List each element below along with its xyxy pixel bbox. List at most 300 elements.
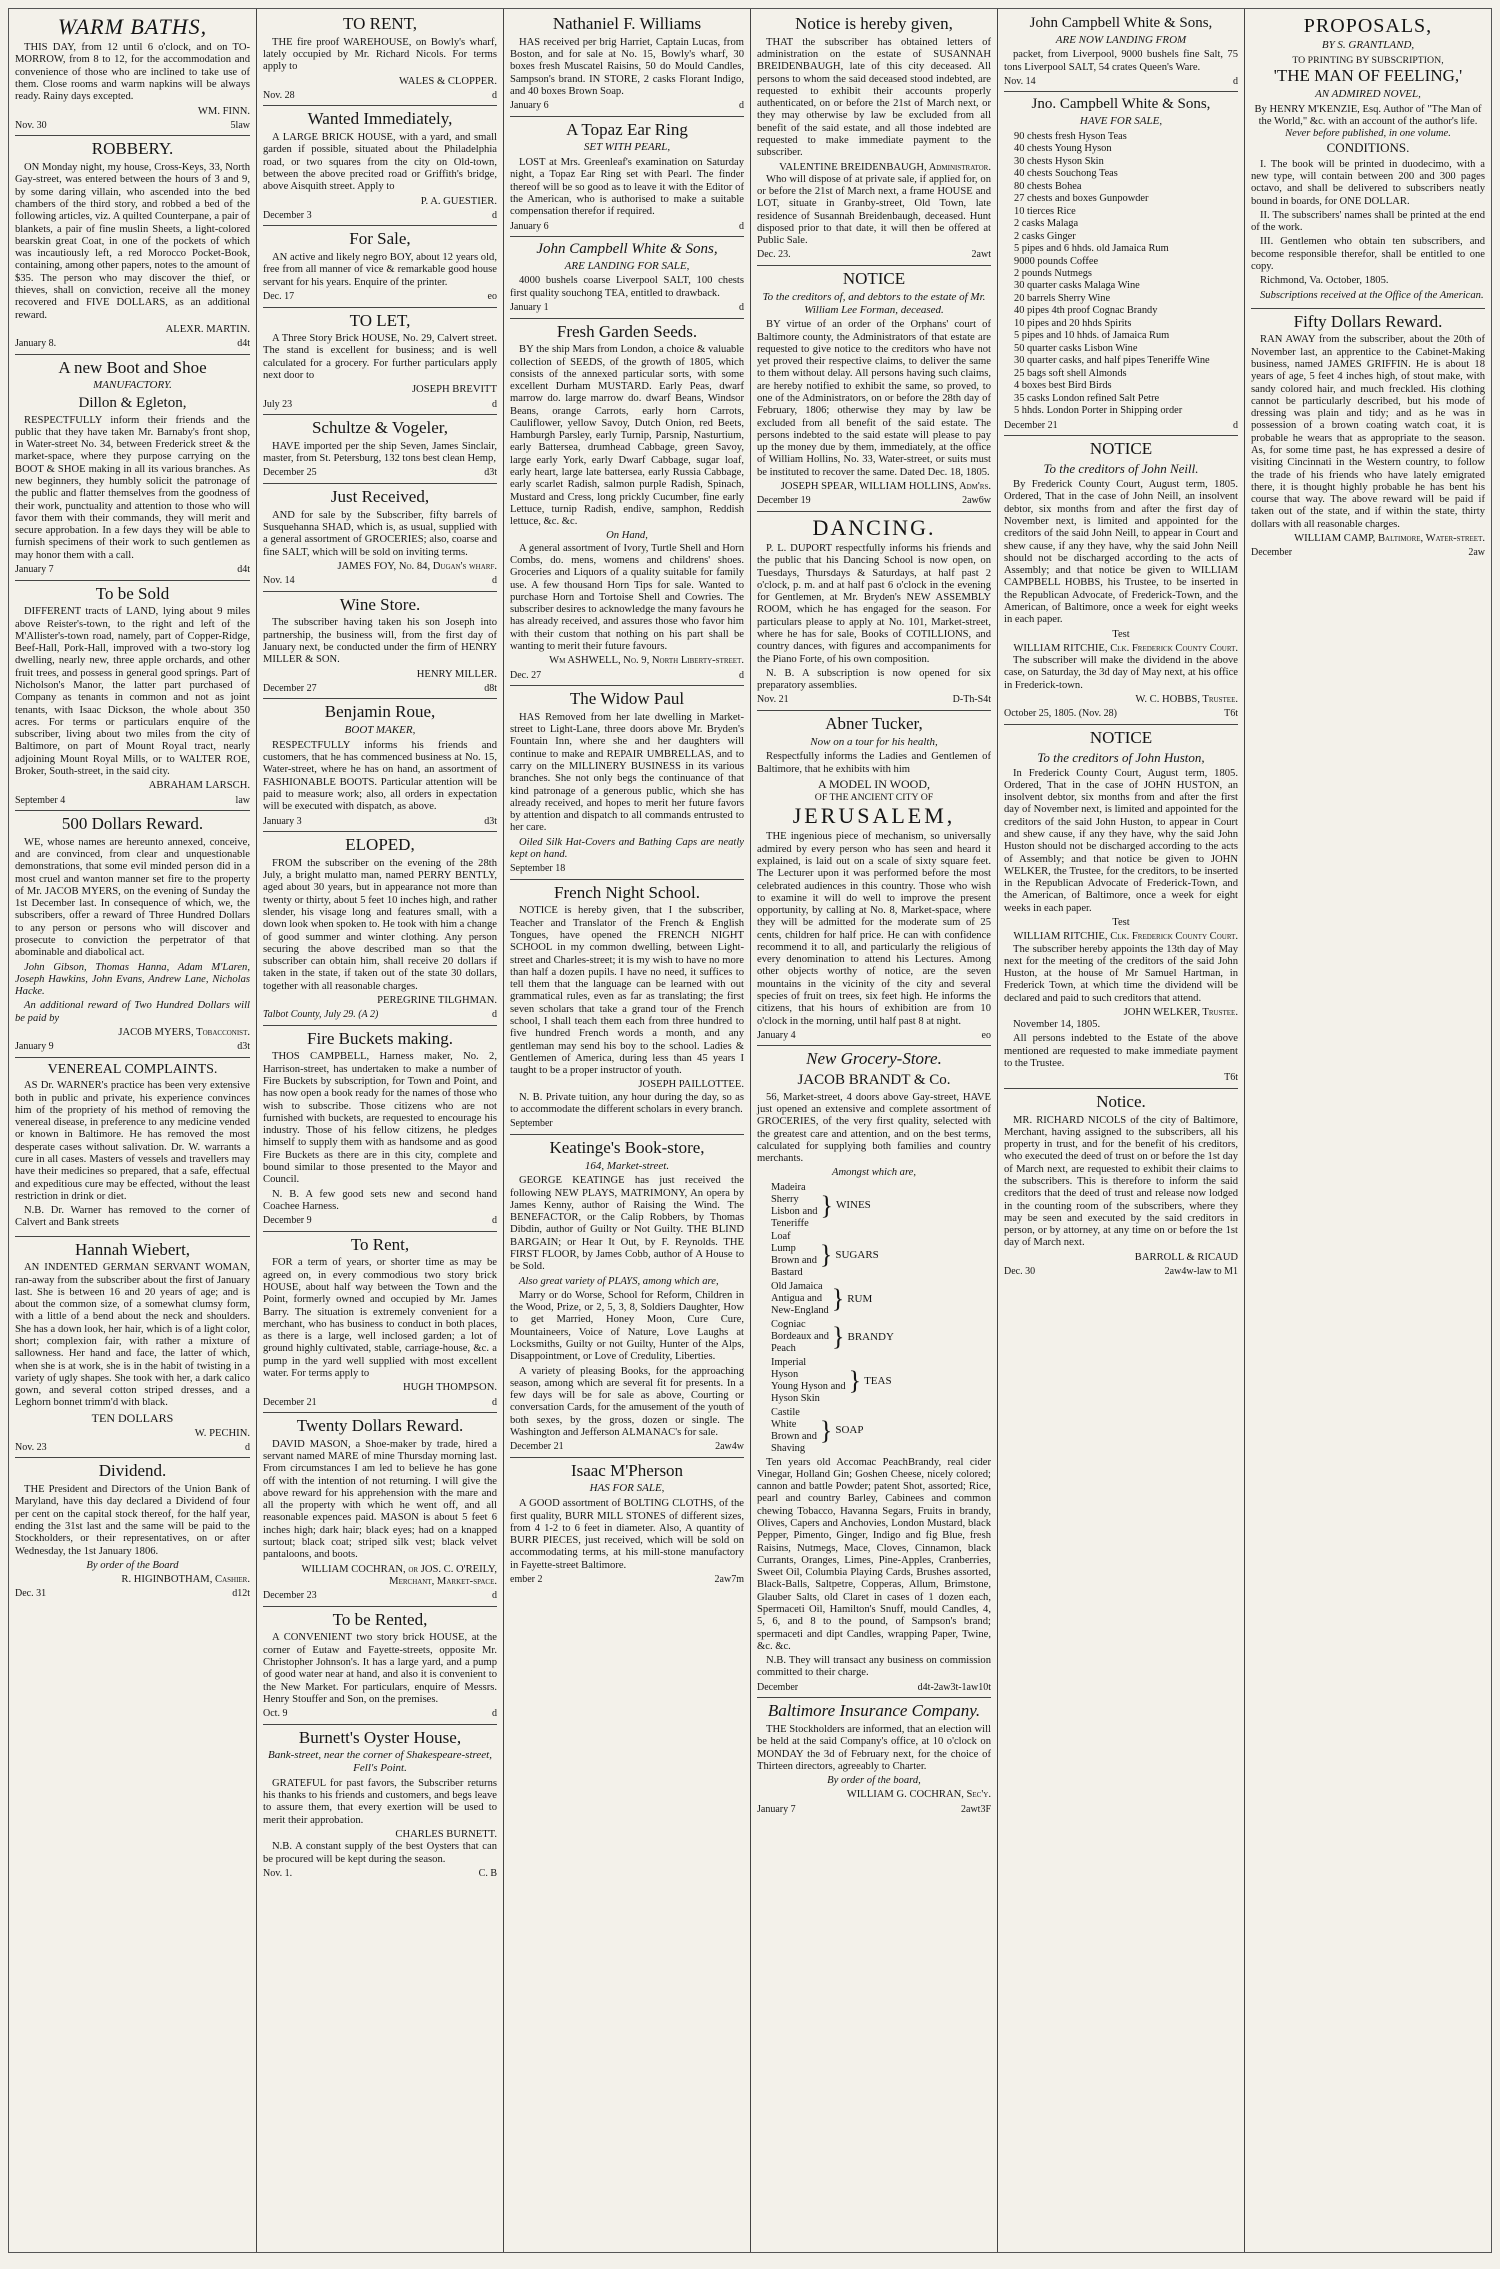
- ad-signer: PEREGRINE TILGHMAN.: [377, 994, 497, 1006]
- ad-date: July 23: [263, 398, 293, 410]
- ad-condition-3: III. Gentlemen who obtain ten subscribers, and become responsible therefor, shall be entitled to one copy.: [1251, 236, 1485, 272]
- ad-body: HAS Removed from her late dwelling in Market-street to Light-Lane, three doors above Mr. Bryden's Fountain Inn, where she and her daughters will continue to make and REPAIR UMBRELLAS, and to carry on the MILLINERY BUSINESS in its various branches. She not only begs the continuance of that kind patronage of a generous public, which she has already received, and hopes to merit her future favors by attention and dispatch to all commands entrusted to her care.: [510, 711, 744, 834]
- ad-signer: WILLIAM CAMP, Baltimore, Water-street.: [1294, 532, 1485, 544]
- ad-body: RESPECTFULLY informs his friends and customers, that he has commenced business at No. 15, Water-street, where he has on hand, an assortment of FASHIONABLE BOOTS. Particular attention will be paid to measure work; also, all orders in expectation will be executed with dispatch, as above.: [263, 739, 497, 813]
- ad-note: All persons indebted to the Estate of the above mentioned are requested to make immediate payment to the Trustee.: [1004, 1033, 1238, 1070]
- ad-city: JERUSALEM,: [792, 803, 956, 829]
- ad-body: HAVE imported per the ship Seven, James Sinclair, master, from St. Petersburg, 132 tons best clean Hemp,: [263, 440, 497, 465]
- ad-among: Amongst which are,: [831, 1167, 917, 1179]
- ad-signer: WILLIAM COCHRAN, or JOS. C. O'REILY, Merchant, Market-space.: [301, 1563, 497, 1587]
- ad-oyster-house: [263, 1725, 497, 1884]
- list-item: 5 pipes and 6 hhds. old Jamaica Rum: [1014, 243, 1169, 255]
- grocery-group: [771, 1319, 991, 1355]
- ad-fifty-dollars: [1251, 309, 1485, 563]
- ad-body: Respectfully informs the Ladies and Gentlemen of Baltimore, that he exhibits with him: [757, 751, 991, 775]
- ad-item-list: [1014, 131, 1238, 418]
- ad-code: d: [492, 89, 497, 101]
- ad-title: NOTICE: [1089, 439, 1153, 459]
- grocery-item: Bastard: [771, 1267, 803, 1279]
- ad-hannah-wiebert: [15, 1237, 250, 1459]
- ad-signer: WM. FINN.: [197, 105, 250, 117]
- ad-campbell-landing: [1004, 11, 1238, 92]
- grocery-group: [771, 1357, 991, 1405]
- ad-body-2: The subscriber hereby appoints the 13th day of May next for the meeting of the creditors of the said John Huston, at the house of Mr Samuel Hartman, in Frederick Town, at which time the dividend will be declared and paid to such creditors that attend.: [1004, 943, 1238, 1004]
- ad-body: AND for sale by the Subscriber, fifty barrels of Susquehanna SHAD, which is, as usual, supplied with a general assortment of GROCERIES; also, coarse and fine SALT, which will be sold on inviting terms.: [263, 509, 497, 558]
- ad-to-be-sold: [15, 581, 250, 812]
- ad-signer: HUGH THOMPSON.: [403, 1382, 497, 1394]
- ad-title: Dividend.: [98, 1461, 167, 1481]
- ad-date: Dec. 30: [1004, 1265, 1036, 1277]
- ad-title: Nathaniel F. Williams: [552, 14, 702, 33]
- ad-code: d3t: [237, 1041, 250, 1053]
- ad-french-school: [510, 880, 744, 1135]
- ad-body: HAS received per brig Harriet, Captain Lucas, from Boston, and for sale at No. 15, Bowly's wharf, 30 boxes fresh Muscatel Raisins, 50 do Mould Candles, Sampson's brand. IN STORE, 2 casks Florant Indigo, and 40 boxes Brown Soap.: [510, 36, 744, 97]
- ad-title: New Grocery-Store.: [806, 1049, 942, 1069]
- list-item: 30 quarter casks Malaga Wine: [1014, 280, 1140, 292]
- ad-title: Benjamin Roue,: [324, 702, 436, 722]
- ad-title: Twenty Dollars Reward.: [296, 1416, 464, 1436]
- ad-date: December 27: [263, 682, 317, 694]
- brace-icon: }: [832, 1322, 845, 1352]
- grocery-category: BRANDY: [847, 1330, 894, 1343]
- ad-campbell-sale: [1004, 92, 1238, 436]
- list-item: 2 pounds Nutmegs: [1014, 267, 1092, 279]
- ad-subtitle: ARE NOW LANDING FROM: [1055, 33, 1187, 46]
- ad-subtitle: MANUFACTORY.: [93, 379, 172, 392]
- ad-title: Keatinge's Book-store,: [549, 1137, 705, 1157]
- newspaper-page: [8, 8, 1492, 2253]
- ad-subtitle: BOOT MAKER,: [344, 724, 416, 737]
- ad-title: Notice is hereby given,: [795, 14, 953, 33]
- ad-code: eo: [981, 1029, 991, 1041]
- ad-date: October 25, 1805. (Nov. 28): [1004, 708, 1117, 720]
- ad-signer: JOHN WELKER, Trustee.: [1123, 1006, 1238, 1018]
- ad-body: THE President and Directors of the Union Bank of Maryland, have this day declared a Dividend of four per cent on the capital stock thereof, for the half year, ending the 31st last and the same will be paid to the Stockholders, or their representatives, on or after Wednesday, the 1st January 1806.: [15, 1484, 250, 1557]
- ad-condition-1: I. The book will be printed in duodecimo, with a new type, will contain between 200 and 300 pages octavo, and shall be delivered to subscribers neatly bound in boards, for ONE DOLLAR.: [1251, 158, 1485, 207]
- ad-date: Nov. 14: [1004, 75, 1036, 87]
- ad-code: 2aw4w: [715, 1441, 744, 1453]
- ad-widow-paul: [510, 686, 744, 880]
- ad-date: December 21: [1004, 419, 1058, 431]
- grocery-category: SOAP: [835, 1424, 864, 1437]
- ad-model: A MODEL IN WOOD,: [818, 776, 930, 791]
- list-item: 9000 pounds Coffee: [1014, 255, 1099, 267]
- ad-body: GEORGE KEATINGE has just received the following NEW PLAYS, MATRIMONY, An opera by James Kenny, author of Raising the Wind. The BENEFACTOR, or the Calip Robbers, by Thomas Dibdin, author of Guilty or Not Guilty. THE BLIND BARGAIN; or Hear It Out, by F. Reynolds. THE FIRST FLOOR, by James Cobb, author of A House to be Sold.: [510, 1175, 744, 1273]
- grocery-category: TEAS: [864, 1374, 892, 1387]
- grocery-group: [771, 1182, 991, 1230]
- list-item: 2 casks Ginger: [1014, 230, 1076, 242]
- brace-icon: }: [819, 1240, 833, 1270]
- ad-date: January 6: [510, 100, 549, 112]
- ad-title: A new Boot and Shoe: [58, 357, 207, 377]
- ad-signer: W. C. HOBBS, Trustee.: [1135, 693, 1238, 705]
- ad-subtitle: Now on a tour for his health,: [810, 735, 938, 748]
- grocery-item: Old Jamaica: [771, 1281, 823, 1293]
- ad-plays: Marry or do Worse, School for Reform, Children in the Wood, Prize, or 2, 5, 3, 8, Soldiers Daughter, How to get Married, Honey Moon, Cure Cure, Mountaineers, Voice of Nature, Love Laughs at Locksmiths, Guilty or not Guilty, Hunter of the Alps, Disappointment, or Love of Credulity, Liberties.: [510, 1289, 744, 1363]
- ad-date: January 8.: [15, 338, 57, 350]
- ad-body: 4000 bushels coarse Liverpool SALT, 100 chests first quality souchong TEA, entitled to drawback.: [510, 275, 744, 299]
- ad-date: January 9: [15, 1041, 54, 1053]
- ad-subtitle-2: Dillon & Egleton,: [78, 395, 187, 412]
- ad-dancing: [757, 512, 991, 711]
- ad-body: In Frederick County Court, August term, 1805. Ordered, That in the case of JOHN HUSTON, an insolvent debtor, six months from and after the first day of November next, is limited and appointed for the creditors of the said John Huston, to appear in Court and shew cause, if any they have, why the said John Huston should not be discharged according to the acts of Assembly; and that notice be given to JOHN WELKER, the Trustee, for the creditors, to be inserted in the Republican Advocate of Frederick-Town, and the American, of Baltimore, once a week for eight weeks in each paper.: [1004, 767, 1238, 914]
- list-item: 25 bags soft shell Almonds: [1014, 367, 1127, 379]
- ad-date: December 3: [263, 209, 312, 221]
- ad-code: 2awt: [971, 249, 991, 261]
- ad-code: C. B: [478, 1867, 497, 1879]
- column-6: [1244, 9, 1491, 2252]
- ad-title: Wanted Immediately,: [307, 109, 453, 129]
- ad-date: September: [510, 1118, 553, 1130]
- ad-body: FROM the subscriber on the evening of the 28th July, a bright mulatto man, named PERRY BENTLY, aged about 30 years, but in appearance not more than twenty or thirty, about 5 feet 10 inches high, and rather slender, his visage long and features small, with a down look when spoken to. He took with him a change of good summer and winter clothing. Any person securing the above described man so that the subscriber can obtain him, shall receive 20 dollars if taken in the state, if taken out of the state 30 dollars, together with all reasonable charges.: [263, 857, 497, 992]
- brace-icon: }: [848, 1365, 862, 1395]
- list-item: 27 chests and boxes Gunpowder: [1014, 193, 1149, 205]
- ad-title: To be Sold: [95, 583, 170, 603]
- ad-body: THE Stockholders are informed, that an election will be held at the said Company's office, at 10 o'clock on MONDAY the 3d of February next, for the choice of Thirteen directors, agreeably to Charter.: [757, 1723, 991, 1772]
- ad-signer: CHARLES BURNETT.: [395, 1829, 497, 1841]
- list-item: 5 hhds. London Porter in Shipping order: [1014, 405, 1183, 417]
- ad-date: September 4: [15, 794, 66, 806]
- ad-code: d3t: [484, 815, 497, 827]
- ad-title: Fire Buckets making.: [307, 1028, 453, 1048]
- ad-fire-buckets: [263, 1026, 497, 1232]
- list-item: 2 casks Malaga: [1014, 218, 1079, 230]
- ad-robbery: [15, 136, 250, 354]
- ad-book: 'THE MAN OF FEELING,': [1273, 66, 1463, 86]
- ad-date: Nov. 30: [15, 119, 47, 131]
- ad-venereal: [15, 1058, 250, 1237]
- ad-code: 2aw: [1468, 547, 1485, 559]
- ad-date: December: [1251, 547, 1293, 559]
- ad-code: d: [739, 220, 744, 232]
- grocery-list: [757, 1182, 991, 1455]
- ad-subtitle: JACOB BRANDT & Co.: [797, 1072, 951, 1089]
- column-1: [9, 9, 256, 2252]
- ad-date: November 14, 1805.: [1013, 1019, 1101, 1031]
- ad-date: January 6: [510, 220, 549, 232]
- ad-date: December 9: [263, 1215, 312, 1227]
- ad-code: d: [492, 575, 497, 587]
- brace-icon: }: [820, 1190, 833, 1220]
- ad-note: N. B. A subscription is now opened for six preparatory assemblies.: [757, 667, 991, 692]
- ad-title: Hannah Wiebert,: [74, 1239, 191, 1259]
- ad-body: DAVID MASON, a Shoe-maker by trade, hired a servant named MARE of mine Thursday morning last. From circumstances I am led to believe he has gone off with the intention of not returning. I will give the above reward for his apprehension with the mare and all the property with which he went off, and all reasonable expences paid. MASON is about 5 feet 6 inches high; dark hair; black eyes; had on a knapped surtout; black coat; striped silk vest; black velvet pantaloons, and boots.: [263, 1438, 497, 1561]
- ad-title: Fifty Dollars Reward.: [1293, 311, 1443, 331]
- ad-abner-tucker: [757, 711, 991, 1047]
- ad-body-2: A variety of pleasing Books, for the approaching season, among which are several fit for presents. In a few days will be for sale as above, Courting or conversation Cards, for the amusement of the youth of both sexes, by the gross, dozen or single. The Washington and Jefferson ALMANAC's for sale.: [510, 1365, 744, 1438]
- ad-code: d: [492, 1590, 497, 1602]
- ad-title: Jno. Campbell White & Sons,: [1031, 96, 1211, 113]
- ad-wine-store: [263, 592, 497, 700]
- ad-body: packet, from Liverpool, 9000 bushels fine Salt, 75 tons Liverpool SALT, 54 crates Queen's Ware.: [1004, 49, 1238, 73]
- ad-body: By Frederick County Court, August term, 1805. Ordered, That in the case of John Neill, an insolvent debtor, six months from and after the first day of November next, is limited and appointed for the creditors of the said John Neill, to appear in Court and shew cause, if any they have, why the said John Neill should not be discharged according to the acts of Assembly; and that notice be given to WILLIAM CAMPBELL HOBBS, his Trustee, to be inserted in the Republican Advocate, of Frederick-Town, and the American, of Baltimore, once a week for eight weeks in each paper.: [1004, 479, 1238, 626]
- ad-insurance: [757, 1698, 991, 1819]
- ad-code: d12t: [232, 1588, 250, 1600]
- ad-code: eo: [487, 290, 497, 302]
- ad-title: ELOPED,: [345, 835, 415, 855]
- ad-notice-breidenbaugh: [757, 11, 991, 266]
- ad-signer: R. HIGINBOTHAM, Cashier.: [121, 1574, 250, 1586]
- column-5: [997, 9, 1244, 2252]
- ad-title: Isaac M'Pherson: [570, 1460, 684, 1480]
- ad-body: RAN AWAY from the subscriber, about the 20th of November last, an apprentice to the Cabinet-Making business, named JAMES GRIFFIN. He is about 18 years of age, 5 feet 4 inches high, of stout make, with sandy colored hair, and much freckled. His clothing cannot be particularly described, but his mode of dressing was plain and tidy; and as he was in possession of a brown coating watch coat, it is probable he wears that as appropriate to the season. As, for some time past, he has expressed a desire of visiting Cincinnati in the Western country, to follow the trade of his friends who have lately emigrated there, it is thought highly probable he has bent his course that way. The above reward will be paid if taken out of the state, and if within the state, thirty dollars with all reasonable charges.: [1251, 334, 1485, 530]
- ad-date: Nov. 14: [263, 575, 295, 587]
- grocery-item: Hyson: [771, 1368, 799, 1380]
- ad-title: Fresh Garden Seeds.: [556, 321, 698, 341]
- column-4: [750, 9, 997, 2252]
- ad-names: John Gibson, Thomas Hanna, Adam M'Laren, Joseph Hawkins, John Evans, Andrew Lane, Nicholas Hacke.: [15, 961, 250, 998]
- ad-subtitle: To the creditors of, and debtors to the estate of Mr. William Lee Forman, deceased.: [762, 290, 986, 316]
- ad-body: RESPECTFULLY inform their friends and the public that they have taken Mr. Barnaby's front shop, in Water-street No. 34, between Frederick street & the market-space, where they purpose carrying on the BOOT & SHOE making in all its various branches. As new beginners, they humbly solicit the patronage of the public and flatter themselves from the goodness of their work, punctuality and attention to those who will favor them with their commands, they will merit and secure approbation. In a few days they will be able to furnish specimens of their work to such gentlemen as may honor them with a call.: [15, 414, 250, 561]
- ad-signer: JAMES FOY, No. 84, Dugan's wharf.: [337, 560, 497, 572]
- grocery-group: [771, 1231, 991, 1279]
- ad-notice-nicols: [1004, 1089, 1238, 1282]
- list-item: 40 chests Souchong Teas: [1014, 168, 1118, 180]
- grocery-item: Shaving: [771, 1442, 806, 1454]
- ad-novel: AN ADMIRED NOVEL,: [1315, 87, 1421, 100]
- ad-note: N.B. They will transact any business on commission committed to their charge.: [757, 1655, 991, 1679]
- ad-note: N. B. A few good sets new and second hand Coachee Harness.: [263, 1188, 497, 1212]
- ad-body: FOR a term of years, or shorter time as may be agreed on, in every commodious two story brick HOUSE, about half way between the Town and the Point, formerly owned and occupied by Mr. James Barry. The situation is extremely convenient for a merchant, who has business to conduct in both places, as there is a large, well inclosed garden; a lot of ground highly cultivated, stable, carriage-house, &c. a pump in the yard well supplied with most excellent water. For terms apply to: [263, 1257, 497, 1379]
- ad-subtitle: ARE LANDING FOR SALE,: [564, 259, 690, 272]
- ad-body: WE, whose names are hereunto annexed, conceive, and are convinced, from clear and unquestionable demonstrations, that some evil minded person did in a most cruel and wanton manner set fire to the property of Mr. JACOB MYERS, on the evening of Sunday the 1st December last. In consequence of which, we, the subscribers, offer a reward of Three Hundred Dollars to any person or persons who will discover and prosecute to conviction the perpetrator of that abominable and diabolical act.: [15, 836, 250, 959]
- ad-never: Never before published, in one volume.: [1285, 128, 1451, 140]
- ad-code: D-Th-S4t: [952, 694, 991, 706]
- ad-body: AN active and likely negro BOY, about 12 years old, free from all manner of vice & remarkable good house servant for his years. Enquire of the printer.: [263, 252, 497, 288]
- ad-code: d: [1233, 419, 1238, 431]
- ad-date: Dec. 17: [263, 290, 295, 302]
- grocery-item: Antigua and: [771, 1293, 823, 1305]
- ad-plays-head: Also great variety of PLAYS, among which are,: [519, 1275, 719, 1287]
- ad-mcpherson: [510, 1458, 744, 1590]
- ad-note: N.B. Dr. Warner has removed to the corner of Calvert and Bank streets: [15, 1205, 250, 1229]
- ad-title: John Campbell White & Sons,: [1029, 15, 1213, 31]
- ad-body: A LARGE BRICK HOUSE, with a yard, and small garden if possible, situated about the Philadelphia road, or two squares from the city on Old-town, between the above precited road or Griffith's bridge, above Aisquith street. Apply to: [263, 132, 497, 193]
- ad-date: Dec. 31: [15, 1588, 47, 1600]
- ad-code: T6t: [1224, 708, 1238, 720]
- ad-code: law: [235, 794, 250, 806]
- ad-code: d: [492, 1396, 497, 1408]
- ad-author: By HENRY M'KENZIE, Esq. Author of "The Man of the World," &c. with an account of the author's life.: [1254, 103, 1482, 127]
- ad-date: January 7: [15, 564, 54, 575]
- ad-signer: W. PECHIN.: [194, 1427, 250, 1439]
- ad-by: BY S. GRANTLAND,: [1321, 39, 1415, 51]
- ad-body-2: A general assortment of Ivory, Turtle Shell and Horn Combs, do. mens, womens and childrens' shoes. Groceries and Liquors of a quality suitable for family use. A few thousand Horn Tips for sale. Wanted to purchase Horn and Tortoise Shell and Cowries. The subscriber desires to acknowledge the many favours he has already received, and assures those who favor him with their custom that nothing on his part shall be wanting to merit their future favours.: [510, 542, 744, 652]
- ad-signer: JACOB MYERS, Tobacconist.: [118, 1027, 250, 1038]
- list-item: 10 pipes and 20 hhds Spirits: [1014, 317, 1132, 329]
- list-item: 35 casks London refined Salt Petre: [1014, 392, 1160, 404]
- ad-code: 2aw6w: [962, 495, 991, 507]
- list-item: 10 tierces Rice: [1014, 205, 1076, 217]
- grocery-item: Brown and: [771, 1255, 817, 1267]
- ad-twenty-dollars: [263, 1413, 497, 1607]
- ad-code: d: [492, 398, 497, 410]
- ad-place: Talbot County, July 29. (A 2): [263, 1009, 379, 1021]
- ad-date: December 23: [263, 1590, 317, 1602]
- ad-body: BY virtue of an order of the Orphans' court of Baltimore county, the Administrators of that estate are requested to give notice to the creditors who have not yet proved their respective claims, to deliver the same to them without delay. All persons having such claims, are hereby notified to exhibit the same, so proved, to one of the Administrators, on or before the 28th day of February, 1806; otherwise they may by law be excluded from all benefit of the said estate. The persons indebted to the said estate will please to pay up the money due by them, immediately, at the office of William Hollins, No. 33, Water-street, or suits must be instituted to recover the same. Dated Dec. 18, 1805.: [757, 319, 991, 478]
- ad-subtitle: 164, Market-street.: [584, 1159, 670, 1172]
- grocery-item: Lisbon and: [771, 1205, 818, 1217]
- list-item: 20 barrels Sherry Wine: [1014, 292, 1111, 304]
- ad-title: To be Rented,: [332, 1609, 428, 1629]
- ad-date: Dec. 27: [510, 669, 542, 681]
- ad-williams: [510, 11, 744, 117]
- ad-code: 2awt3F: [961, 1803, 991, 1815]
- ad-code: d: [492, 1708, 497, 1720]
- ad-signer: WILLIAM G. COCHRAN, Sec'y.: [846, 1789, 991, 1801]
- ad-body: A Three Story Brick HOUSE, No. 29, Calvert street. The stand is excellent for business; and is well calculated for a grocery. For further particulars apply next door to: [263, 333, 497, 382]
- ad-eloped: [263, 832, 497, 1026]
- ad-notice-huston: [1004, 725, 1238, 1089]
- ad-title: French Night School.: [554, 882, 700, 902]
- ad-by: By order of the board,: [827, 1775, 921, 1787]
- ad-to-rent-warehouse: [263, 11, 497, 106]
- list-item: 4 boxes best Bird Birds: [1014, 380, 1112, 392]
- ad-date: January 4: [757, 1029, 796, 1041]
- list-item: 40 chests Young Hyson: [1014, 143, 1112, 155]
- ad-model-2: OF THE ANCIENT CITY OF: [814, 791, 934, 803]
- ad-wanted: [263, 106, 497, 226]
- ad-to-rent-house: [263, 1232, 497, 1413]
- ad-onhand: On Hand,: [606, 530, 648, 542]
- ad-body: LOST at Mrs. Greenleaf's examination on Saturday night, a Topaz Ear Ring set with Pearl. The finder thereof will be so good as to leave it with the Editor of the American, who is authorised to make a suitable compensation therefor if required.: [510, 157, 744, 218]
- ad-title: NOTICE: [842, 269, 906, 289]
- ad-body: NOTICE is hereby given, that I the subscriber, Teacher and Translator of the French & English Tongues, have opened the FRENCH NIGHT SCHOOL in my common dwelling, between Light-street and Charles-street; it is my wish to have no more than half a dozen pupils. I have no need, it suffices to tell them that the language can be learned with out grammatical rules, even as far as translating; the first seven scholars that take a grand tour of the French school, I shall teach them each from three hundred to five hundred French words a month, and any gentleman may send his boy to the school. Ladies & Gentlemen of America, during less than 45 years I taught to be a proper instructor of youth.: [510, 905, 744, 1077]
- ad-body: P. L. DUPORT respectfully informs his friends and the public that his Dancing School is now open, on Tuesdays, Thursdays & Saturdays, at half past 2 o'clock, p. m. and at half past 6 o'clock in the evening for Gentlemen, at Mr. Bryden's NEW ASSEMBLY ROOM, which he has engaged for the season. For particulars please to apply at No. 101, Market-street, where he has for sale, Books of COTILLIONS, and country dances, with figures and accompaniments for the Piano Forte, of his own composition.: [757, 542, 991, 665]
- grocery-group: [771, 1407, 991, 1455]
- ad-keating: [510, 1135, 744, 1458]
- ad-benjamin-roue: [263, 699, 497, 832]
- ad-code: d: [739, 301, 744, 313]
- ad-signer: WALES & CLOPPER.: [398, 75, 497, 87]
- ad-title: The Widow Paul: [569, 689, 685, 709]
- ad-warm-baths: [15, 11, 250, 136]
- ad-signer: BARROLL & RICAUD: [1134, 1251, 1238, 1263]
- grocery-item: Bordeaux and: [771, 1331, 829, 1343]
- ad-body: AN INDENTED GERMAN SERVANT WOMAN, ran-away from the subscriber about the first of January last. She is between 16 and 20 years of age; and is about the common size, of a somewhat clumsy form, with a little of a bend about the neck and shoulders. She has a down look, her hair, which is of a light color, short; complexion fair, with rather a mixture of sallowness. Her hand and face, the latter of which, when she is at work, she is in the habit of twisting in a variety of ugly shapes. She took with her, a dark calico gown, and several cotton striped dresses, and a Leghorn bonnet trimm'd with black.: [15, 1262, 250, 1409]
- list-item: 5 pipes and 10 hhds. of Jamaica Rum: [1014, 330, 1170, 342]
- ad-body: ON Monday night, my house, Cross-Keys, 33, North Gay-street, was entered between the hours of 3 and 9, by some daring villain, who ascended into the bed chambers of the third story, and robbed a bed of the following articles, viz. A quilted Counterpane, a pair of blankets, a pair of fine muslin Sheets, a light-colored bearskin great Coat, in one of the pockets of which was incautiously left, a red Morocco Pocket-Book, containing, among other papers, notes to the amount of $35. The person who may discover the thief, or thieves, shall on conviction, receive all the money recovered and FIVE DOLLARS, as an additional reward.: [15, 162, 250, 321]
- ad-note: N. B. Private tuition, any hour during the day, so as to accommodate the different scholars in every branch.: [510, 1091, 744, 1115]
- ad-title: TO LET,: [349, 310, 411, 330]
- ad-body: The subscriber having taken his son Joseph into partnership, the business will, from the first day of January next, be conducted under the firm of HENRY MILLER & SON.: [263, 617, 497, 666]
- ad-title: VENEREAL COMPLAINTS.: [47, 1061, 218, 1077]
- column-3: [503, 9, 750, 2252]
- ad-date: Nov. 23: [15, 1441, 47, 1453]
- ad-body-2: Who will dispose of at private sale, if applied for, on or before the 21st of March next, a frame HOUSE and LOT, situate in Granby-street, Old Town, late residence of Susannah Breidenbaugh, deceased. Hunt disposed prior to that date, it will then be offered at Public Sale.: [757, 173, 991, 247]
- ad-body: THOS CAMPBELL, Harness maker, No. 2, Harrison-street, has undertaken to make a number of Fire Buckets by subscription, for Town and Point, and has now open a book ready for the names of those who wish to subscribe. Those citizens who are not furnished with buckets, are requested to encourage his industry. Those of his fellow citizens, he pledges himself to supply them with as handsome and as good Fire Buckets as there are in this city, complete and bound similar to those presented to the Mayor and Council.: [263, 1051, 497, 1186]
- grocery-item: Castile: [771, 1406, 800, 1418]
- ad-title: WARM BATHS,: [57, 14, 208, 39]
- ad-subtitle: HAS FOR SALE,: [589, 1482, 665, 1495]
- grocery-item: New-England: [771, 1305, 829, 1317]
- grocery-category: RUM: [847, 1292, 873, 1305]
- ad-date: Oct. 9: [263, 1708, 288, 1720]
- grocery-item: Cogniac: [771, 1319, 806, 1331]
- grocery-item: Sherry: [771, 1193, 799, 1205]
- ad-code: d: [492, 1215, 497, 1227]
- brace-icon: }: [831, 1284, 845, 1314]
- ad-body: BY the ship Mars from London, a choice & valuable collection of SEEDS, of the growth of 1805, which consists of the annexed particular sorts, with some excellent Durham MUSTARD. Early Peas, dwarf marrow do. large marrow do. dwarf Beans, Windsor Beans, orange Carrots, early horn Carrots, Cauliflower, yellow Savoy, Dutch Onion, red Beets, Hamburgh Parsley, early Turnip, Parsnip, Nasturtium, early Battersea, drumhead Cabbage, green Savoy, large early York, early Dwarf Cabbage, sugar loaf, early heart, large late battersea, early Russia Cabbage, early scarlet Radish, salmon purple Radish, Spinach, Mustard and Cress, long prickly Cucumber, fine early Lettuce, turnip Radish, endive, samphon, Reddish lettuce, &c. &c.: [510, 344, 744, 528]
- ad-signer: JOSEPH SPEAR, WILLIAM HOLLINS, Adm'rs.: [780, 480, 991, 492]
- grocery-item: Brown and: [771, 1430, 817, 1442]
- ad-test: Test: [1112, 916, 1130, 928]
- ad-date: December 21: [510, 1441, 564, 1453]
- ad-code: d: [245, 1441, 250, 1453]
- ad-subtitle: To the creditors of John Neill.: [1043, 461, 1199, 477]
- list-item: 80 chests Bohea: [1014, 180, 1082, 192]
- list-item: 30 quarter casks, and half pipes Teneriffe Wine: [1014, 355, 1210, 367]
- ad-signer: JOSEPH BREVITT: [411, 384, 497, 396]
- grocery-item: White: [771, 1418, 797, 1430]
- ad-boot-shoe: [15, 355, 250, 581]
- ad-date: Nov. 21: [757, 694, 789, 706]
- grocery-category: SUGARS: [835, 1248, 879, 1261]
- ad-body: MR. RICHARD NICOLS of the city of Baltimore, Merchant, having assigned to the subscribers, all his property in trust, and for the benefit of his creditors, who executed the deed of trust on or before the 1st day of March next, are requested to exhibit their claims to the subscribers. This is therefore to inform the said creditors that the deed of trust and release now lodged in the counting room of the subscribers, where they may be seen and executed by the said creditors in person, or by attorney, at any time on or before the 1st day of March next.: [1004, 1114, 1238, 1249]
- grocery-item: Hyson Skin: [771, 1392, 820, 1404]
- ad-notice-forman: [757, 266, 991, 512]
- ad-body: AS Dr. WARNER's practice has been very extensive both in public and private, his experience convinces him of the propriety of his method of removing the venereal disease, in preference to any medicine vended or known in Baltimore. He has removed the most desperate cases without salivation. Dr. W. warrants a cure in all cases. Masters of vessels and travellers may have their medicines so prepared, that a safe, effectual and expeditious cure may be effected, without the least restriction in drink or diet.: [15, 1080, 250, 1202]
- ad-code: d3t: [484, 467, 497, 479]
- ad-signer: HENRY MILLER.: [416, 668, 497, 680]
- ad-body-2: THE ingenious piece of mechanism, so universally admired by every person who has seen and heard it explained, is laid out on a scale of sixty square feet. The Lecturer upon it was performed before the most celebrated audiences in this country. Those who wish to examine it will do well to improve the present opportunity, by calling at No. 8, Market-space, where they will be admitted for the moderate sum of 25 cents, children for half price. He can with confidence recommend it to all, and particularly the religious of every denomination to attend his Lectures. Among other objects worthy of notice, are the seven mountains in the vicinity of the city and several species of fruit on trees, six feet high. He informs the citizens, that his hours of exhibition are from 10 o'clock in the morning, until half past 8 at night.: [757, 831, 991, 1027]
- ad-just-received: [263, 484, 497, 592]
- ad-date: December: [757, 1681, 799, 1693]
- ad-topaz: [510, 117, 744, 237]
- grocery-item: Young Hyson and: [771, 1380, 846, 1392]
- ad-condition-2: II. The subscribers' names shall be printed at the end of the work.: [1251, 209, 1485, 234]
- ad-title: John Campbell White & Sons,: [536, 241, 718, 258]
- ad-date: Nov. 1.: [263, 1867, 293, 1879]
- ad-body-2: Ten years old Accomac PeachBrandy, real cider Vinegar, Holland Gin; Goshen Cheese, nicely colored; cannon and battle Powder; patent Shot, assorted; Rice, pearl and country Barley, Cabinees and common chewing Tobacco, Havanna Segars, Fruits in brandy, Olives, Capers and Anchovies, London Mustard, black Pepper, Pimento, Ginger, Indigo and fig Blue, fresh Raisins, Nutmegs, Mace, Cloves, Cinnamon, black Currants, Oranges, Limes, Pine-Apples, Cranberries, Sweet Oil, Columbia Playing Cards, Brushes assorted, Black-Balls, Saltpetre, Copperas, Allum, Brimstone, Glauber Salts, old Claret in cases of 1 dozen each, Spermaceti Oil, Hamilton's Snuff, mould Candles, 4, 5, 6, and 8 to the pound, of Sampson's brand; spermaceti and dipt Candles, wrapping Paper, Twine, &c. &c.: [757, 1456, 991, 1652]
- ad-code: d4t-2aw3t-1aw10t: [917, 1681, 991, 1693]
- brace-icon: }: [819, 1415, 833, 1445]
- ad-title: A Topaz Ear Ring: [566, 119, 688, 139]
- ad-proposals: [1251, 11, 1485, 309]
- ad-body: THIS DAY, from 12 until 6 o'clock, and on TO-MORROW, from 8 to 12, for the accommodation and convenience of those who are inclined to take use of them. Close rooms and warm napkins will be always ready. Rainy days excepted.: [15, 42, 250, 103]
- grocery-item: Lump: [771, 1243, 796, 1255]
- ad-signer: ABRAHAM LARSCH.: [148, 780, 250, 792]
- ad-title: ROBBERY.: [91, 139, 174, 159]
- ad-conditions: CONDITIONS.: [1326, 140, 1410, 156]
- ad-signer: P. A. GUESTIER.: [420, 195, 497, 207]
- ad-reward: TEN DOLLARS: [91, 1410, 174, 1425]
- ad-subtitle: SET WITH PEARL,: [583, 141, 671, 154]
- grocery-category: WINES: [835, 1199, 871, 1212]
- ad-body: 56, Market-street, 4 doors above Gay-street, HAVE just opened an extensive and complete assortment of GROCERIES, of the very first quality, selected with the greatest care and attention, and on the best terms, calculated for supplying both families and country merchants.: [757, 1091, 991, 1165]
- ad-title: For Sale,: [349, 229, 411, 249]
- ad-title: DANCING.: [812, 514, 936, 540]
- ad-subtitle: To the creditors of John Huston,: [1037, 749, 1205, 765]
- ad-subtitle: HAVE FOR SALE,: [1079, 114, 1163, 127]
- ad-code: d: [492, 1009, 497, 1021]
- grocery-item: Loaf: [771, 1231, 791, 1243]
- ad-garden-seeds: [510, 319, 744, 687]
- ad-signer: Wm ASHWELL, No. 9, North Liberty-street.: [549, 655, 744, 667]
- column-2: [256, 9, 503, 2252]
- ad-code: d: [1233, 75, 1238, 87]
- ad-date: ember 2: [510, 1573, 543, 1585]
- ad-dividend: [15, 1458, 250, 1604]
- ad-title: Notice.: [1096, 1091, 1146, 1111]
- list-item: 50 quarter casks Lisbon Wine: [1014, 342, 1138, 354]
- list-item: 40 pipes 4th proof Cognac Brandy: [1014, 305, 1158, 317]
- ad-grocery-store: [757, 1046, 991, 1698]
- ad-title: TO RENT,: [343, 14, 417, 33]
- ad-title: Baltimore Insurance Company.: [767, 1701, 981, 1721]
- ad-code: d: [739, 669, 744, 681]
- ad-test: Test: [1112, 628, 1130, 640]
